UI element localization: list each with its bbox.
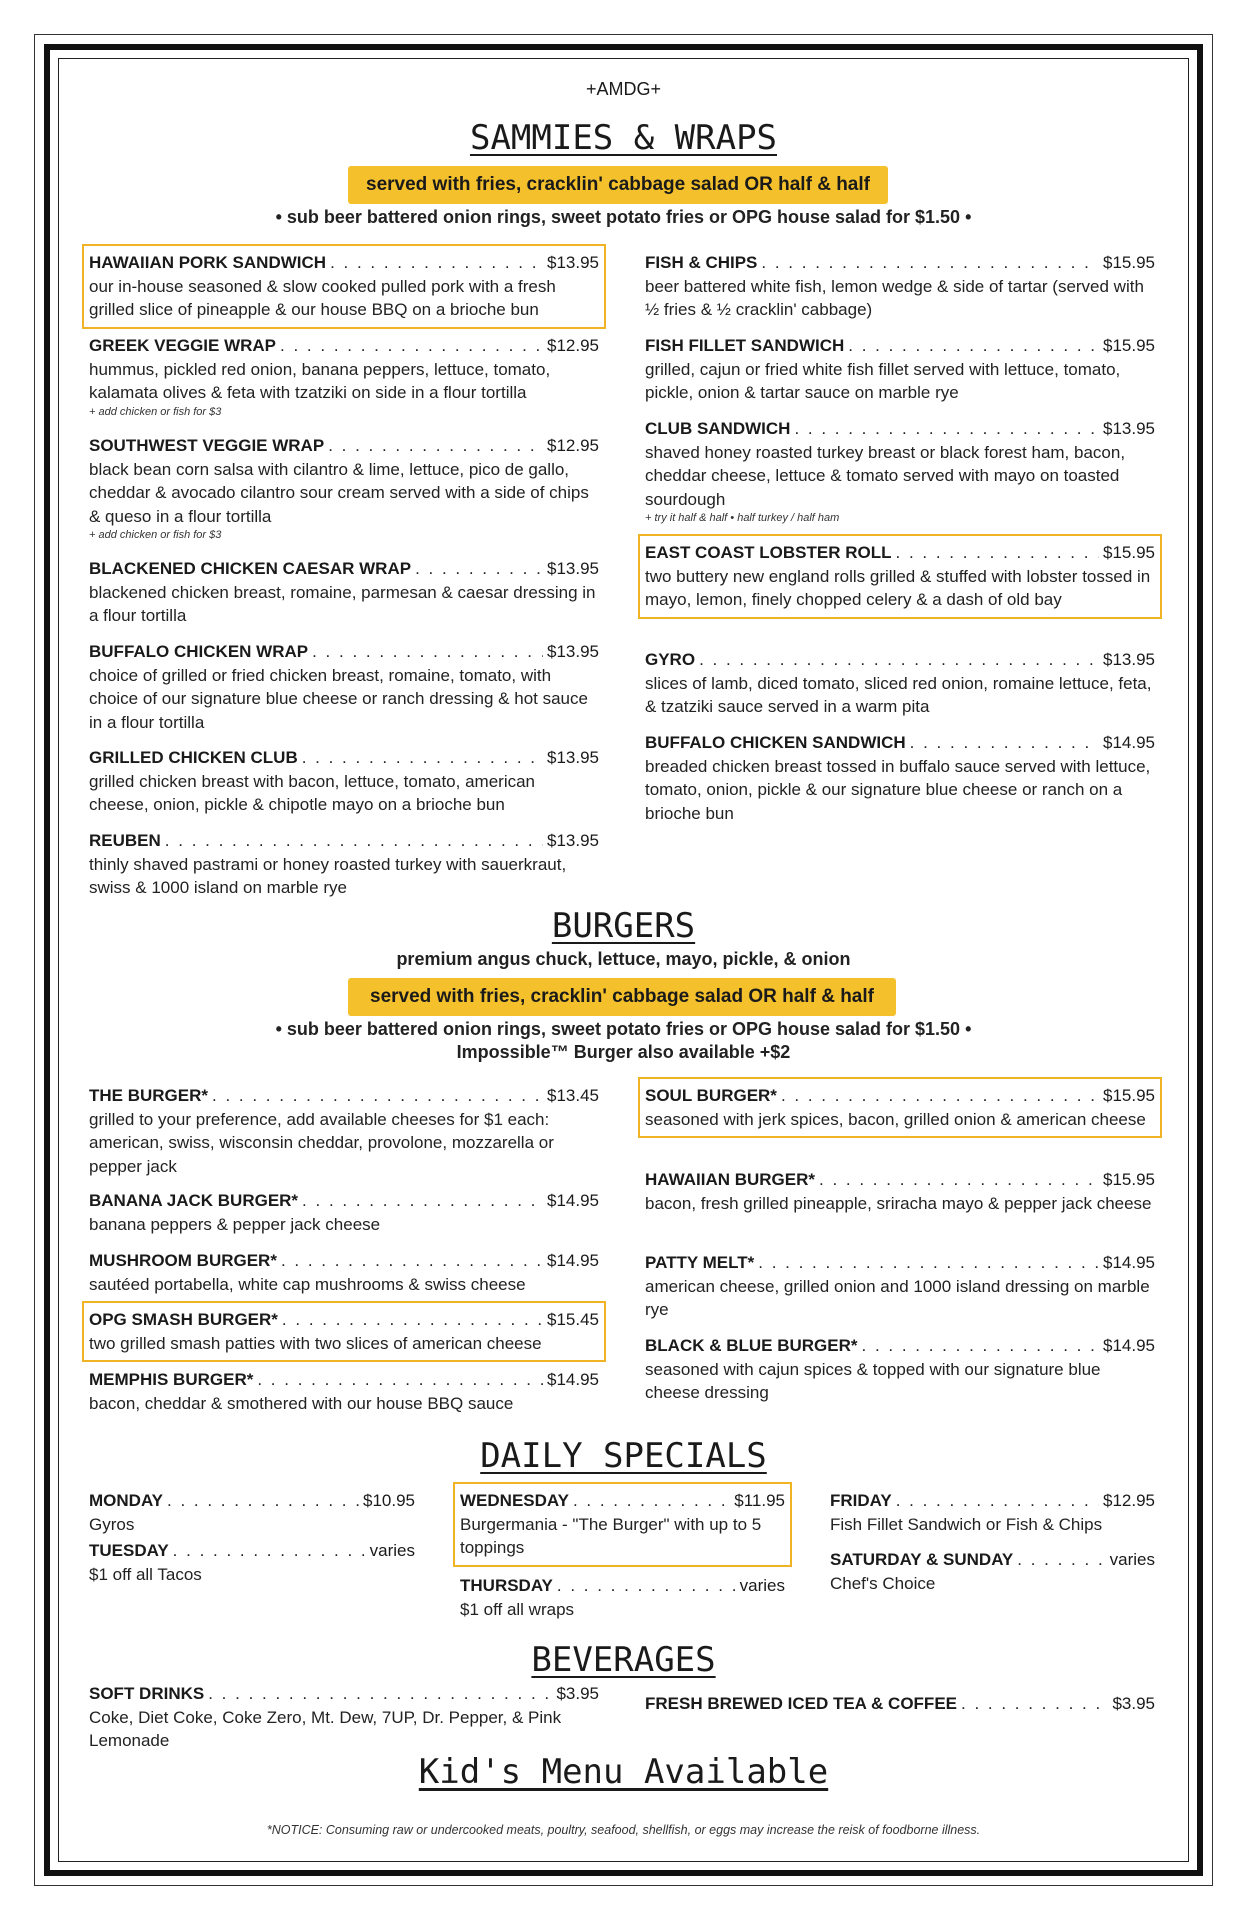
item-note: + add chicken or fish for $3 [89,405,222,418]
leader-dots [557,1574,736,1598]
item-description: blackened chicken breast, romaine, parmesan & caesar dressing in a flour tortilla [89,582,596,625]
item-name: EAST COAST LOBSTER ROLL [645,543,892,562]
item-price: $13.45 [547,1086,599,1105]
special-item [460,1574,785,1621]
item-name: MUSHROOM BURGER* [89,1251,277,1270]
impossible-burger-note: Impossible™ Burger also available +$2 [456,1042,791,1062]
menu-item [89,434,599,543]
leader-dots [699,648,1099,672]
menu-item [89,1084,599,1178]
leader-dots [208,1682,552,1706]
leader-dots [781,1084,1099,1108]
item-description: hummus, pickled red onion, banana peppers, lettuce, tomato, kalamata olives & feta with tzatziki on side in a flour tortilla [89,359,551,402]
item-description: Gyros [89,1514,135,1534]
sammies-title: SAMMIES & WRAPS [469,118,778,158]
item-name: BLACKENED CHICKEN CAESAR WRAP [89,559,412,578]
item-name: BANANA JACK BURGER* [89,1191,299,1210]
food-safety-notice: *NOTICE: Consuming raw or undercooked meats, poultry, seafood, shellfish, or eggs may increase the reisk of foodborne illness. [266,1823,981,1837]
menu-item [645,251,1155,322]
item-description: choice of grilled or fried chicken breast, romaine, tomato, with choice of our signature blue cheese or ranch dressing & hot sauce in a flour tortilla [89,665,588,732]
menu-item [645,1334,1155,1405]
leader-dots [167,1489,359,1513]
leader-dots [761,251,1099,275]
menu-item [89,1308,599,1355]
item-note: + try it half & half • half turkey / half ham [645,512,840,524]
leader-dots [1017,1548,1105,1572]
item-name: SOUL BURGER* [645,1086,777,1105]
item-name: CLUB SANDWICH [645,419,791,438]
item-name: TUESDAY [89,1541,169,1560]
item-price: $14.95 [1103,1336,1155,1355]
item-name: SATURDAY & SUNDAY [830,1550,1014,1569]
menu-item [89,251,599,322]
leader-dots [862,1334,1100,1358]
item-name: GYRO [645,650,696,669]
leader-dots [280,334,543,358]
kids-menu-note: Kid's Menu Available [418,1752,829,1792]
item-description: Chef's Choice [830,1573,936,1593]
item-name: THURSDAY [460,1576,553,1595]
leader-dots [910,731,1099,755]
menu-item [89,640,599,734]
item-name: SOFT DRINKS [89,1684,205,1703]
item-price: $15.95 [1103,1086,1155,1105]
item-description: bacon, fresh grilled pineapple, sriracha mayo & pepper jack cheese [645,1193,1152,1213]
leader-dots [257,1368,543,1392]
sammies-served-text: served with fries, cracklin' cabbage salad OR half & half [366,174,870,195]
item-price: $3.95 [1112,1694,1155,1713]
item-name: BUFFALO CHICKEN WRAP [89,642,309,661]
item-description: sautéed portabella, white cap mushrooms & swiss cheese [89,1274,526,1294]
item-name: THE BURGER* [89,1086,209,1105]
item-description: beer battered white fish, lemon wedge & side of tartar (served with ½ fries & ½ cracklin' cabbage) [645,276,1144,319]
burgers-served-text: served with fries, cracklin' cabbage salad OR half & half [370,986,874,1007]
sammies-sub-line: • sub beer battered onion rings, sweet potato fries or OPG house salad for $1.50 • [275,207,972,227]
item-name: MEMPHIS BURGER* [89,1370,254,1389]
leader-dots [330,251,543,275]
leader-dots [173,1539,366,1563]
burgers-title: BURGERS [551,906,696,946]
amdg-header: +AMDG+ [585,79,662,99]
item-price: varies [739,1576,785,1595]
item-price: $11.95 [734,1491,785,1510]
item-description: bacon, cheddar & smothered with our house BBQ sauce [89,1393,514,1413]
item-name: GREEK VEGGIE WRAP [89,336,277,355]
item-name: PATTY MELT* [645,1253,755,1272]
menu-item [89,829,599,900]
specials-title: DAILY SPECIALS [480,1436,767,1476]
item-description: grilled to your preference, add available cheeses for $1 each: american, swiss, wisconsin cheddar, provolone, mozzarella or pepper jack [89,1109,554,1176]
item-description: our in-house seasoned & slow cooked pulled pork with a fresh grilled slice of pineapple & our house BBQ on a brioche bun [89,276,556,319]
item-price: $13.95 [547,559,599,578]
leader-dots [328,434,543,458]
leader-dots [848,334,1099,358]
item-description: black bean corn salsa with cilantro & lime, lettuce, pico de gallo, cheddar & avocado cilantro sour cream served with a side of chips & queso in a flour tortilla [89,459,589,526]
item-name: GRILLED CHICKEN CLUB [89,748,298,767]
leader-dots [819,1168,1099,1192]
item-description: thinly shaved pastrami or honey roasted turkey with sauerkraut, swiss & 1000 island on marble rye [89,854,567,897]
item-note: + add chicken or fish for $3 [89,529,222,541]
item-name: BUFFALO CHICKEN SANDWICH [645,733,906,752]
item-price: $14.95 [547,1370,599,1389]
menu-item [645,334,1155,405]
item-price: $14.95 [1103,733,1155,752]
item-name: BLACK & BLUE BURGER* [645,1336,858,1355]
item-description: shaved honey roasted turkey breast or black forest ham, bacon, cheddar cheese, lettuce & tomato served with mayo on toasted sourdough [645,442,1126,509]
item-description: Burgermania - "The Burger" with up to 5 toppings [460,1514,762,1557]
beverage-item [89,1682,599,1753]
special-item [89,1489,415,1536]
item-description: $1 off all Tacos [89,1564,202,1584]
item-name: FISH & CHIPS [645,253,758,272]
item-price: $15.95 [1103,253,1155,272]
item-name: FRESH BREWED ICED TEA & COFFEE [645,1694,957,1713]
leader-dots [212,1084,543,1108]
leader-dots [573,1489,730,1513]
leader-dots [758,1251,1099,1275]
menu-item [645,1084,1155,1131]
item-price: $15.45 [547,1310,599,1329]
leader-dots [281,1249,543,1273]
item-name: FISH FILLET SANDWICH [645,336,845,355]
item-description: breaded chicken breast tossed in buffalo sauce served with lettuce, tomato, onion, pickle & our signature blue cheese or ranch on a brioche bun [645,756,1151,823]
menu-item [89,1368,599,1415]
menu-item [645,648,1155,719]
burgers-tagline: premium angus chuck, lettuce, mayo, pickle, & onion [396,949,851,969]
item-price: $14.95 [547,1251,599,1270]
menu-item [89,334,599,420]
special-item [89,1539,415,1586]
leader-dots [165,829,543,853]
item-description: american cheese, grilled onion and 1000 island dressing on marble rye [645,1276,1150,1319]
item-price: $14.95 [547,1191,599,1210]
item-price: $12.95 [547,436,599,455]
leader-dots [961,1692,1108,1716]
item-price: $3.95 [556,1684,599,1703]
item-price: varies [369,1541,415,1560]
item-price: $10.95 [363,1491,415,1510]
item-name: HAWAIIAN BURGER* [645,1170,816,1189]
menu-item [645,731,1155,825]
menu-item [645,1168,1155,1215]
menu-item [645,417,1155,526]
leader-dots [794,417,1099,441]
special-item [830,1489,1155,1536]
item-description: grilled, cajun or fried white fish fillet served with lettuce, tomato, pickle, onion & tartar sauce on marble rye [645,359,1121,402]
item-description: seasoned with jerk spices, bacon, grilled onion & american cheese [645,1109,1146,1129]
item-name: MONDAY [89,1491,163,1510]
menu-item [89,746,599,817]
item-description: Coke, Diet Coke, Coke Zero, Mt. Dew, 7UP, Dr. Pepper, & Pink Lemonade [89,1707,562,1750]
menu-item [89,1189,599,1236]
item-description: Fish Fillet Sandwich or Fish & Chips [830,1514,1103,1534]
item-price: $15.95 [1103,1170,1155,1189]
leader-dots [312,640,543,664]
leader-dots [282,1308,543,1332]
item-price: $15.95 [1103,336,1155,355]
item-description: slices of lamb, diced tomato, sliced red onion, romaine lettuce, feta, & tzatziki sauce served in a warm pita [645,673,1152,716]
item-price: $13.95 [547,642,599,661]
item-name: WEDNESDAY [460,1491,569,1510]
item-name: FRIDAY [830,1491,892,1510]
item-description: two buttery new england rolls grilled & stuffed with lobster tossed in mayo, lemon, finely chopped celery & a dash of old bay [645,566,1151,609]
item-name: SOUTHWEST VEGGIE WRAP [89,436,325,455]
item-price: $13.95 [547,748,599,767]
leader-dots [896,541,1100,565]
item-description: two grilled smash patties with two slices of american cheese [89,1333,542,1353]
item-price: $15.95 [1103,543,1155,562]
item-price: $13.95 [547,253,599,272]
menu-item [645,1251,1155,1322]
item-name: OPG SMASH BURGER* [89,1310,278,1329]
item-description: $1 off all wraps [460,1599,575,1619]
item-price: $13.95 [547,831,599,850]
item-name: REUBEN [89,831,161,850]
leader-dots [302,1189,543,1213]
special-item [830,1548,1155,1595]
item-price: varies [1109,1550,1155,1569]
menu-item [89,557,599,628]
item-price: $14.95 [1103,1253,1155,1272]
beverages-title: BEVERAGES [531,1640,716,1680]
leader-dots [896,1489,1099,1513]
leader-dots [415,557,543,581]
item-description: banana peppers & pepper jack cheese [89,1214,381,1234]
item-price: $12.95 [547,336,599,355]
special-item [460,1489,785,1560]
item-price: $13.95 [1103,650,1155,669]
item-price: $13.95 [1103,419,1155,438]
item-name: HAWAIIAN PORK SANDWICH [89,253,327,272]
menu-item [89,1249,599,1296]
burgers-sub-line: • sub beer battered onion rings, sweet potato fries or OPG house salad for $1.50 • [275,1019,972,1039]
item-description: seasoned with cajun spices & topped with our signature blue cheese dressing [645,1359,1101,1402]
beverage-item [645,1692,1155,1716]
item-description: grilled chicken breast with bacon, lettuce, tomato, american cheese, onion, pickle & chipotle mayo on a brioche bun [89,771,536,814]
menu-item [645,541,1155,612]
item-price: $12.95 [1103,1491,1155,1510]
leader-dots [302,746,543,770]
